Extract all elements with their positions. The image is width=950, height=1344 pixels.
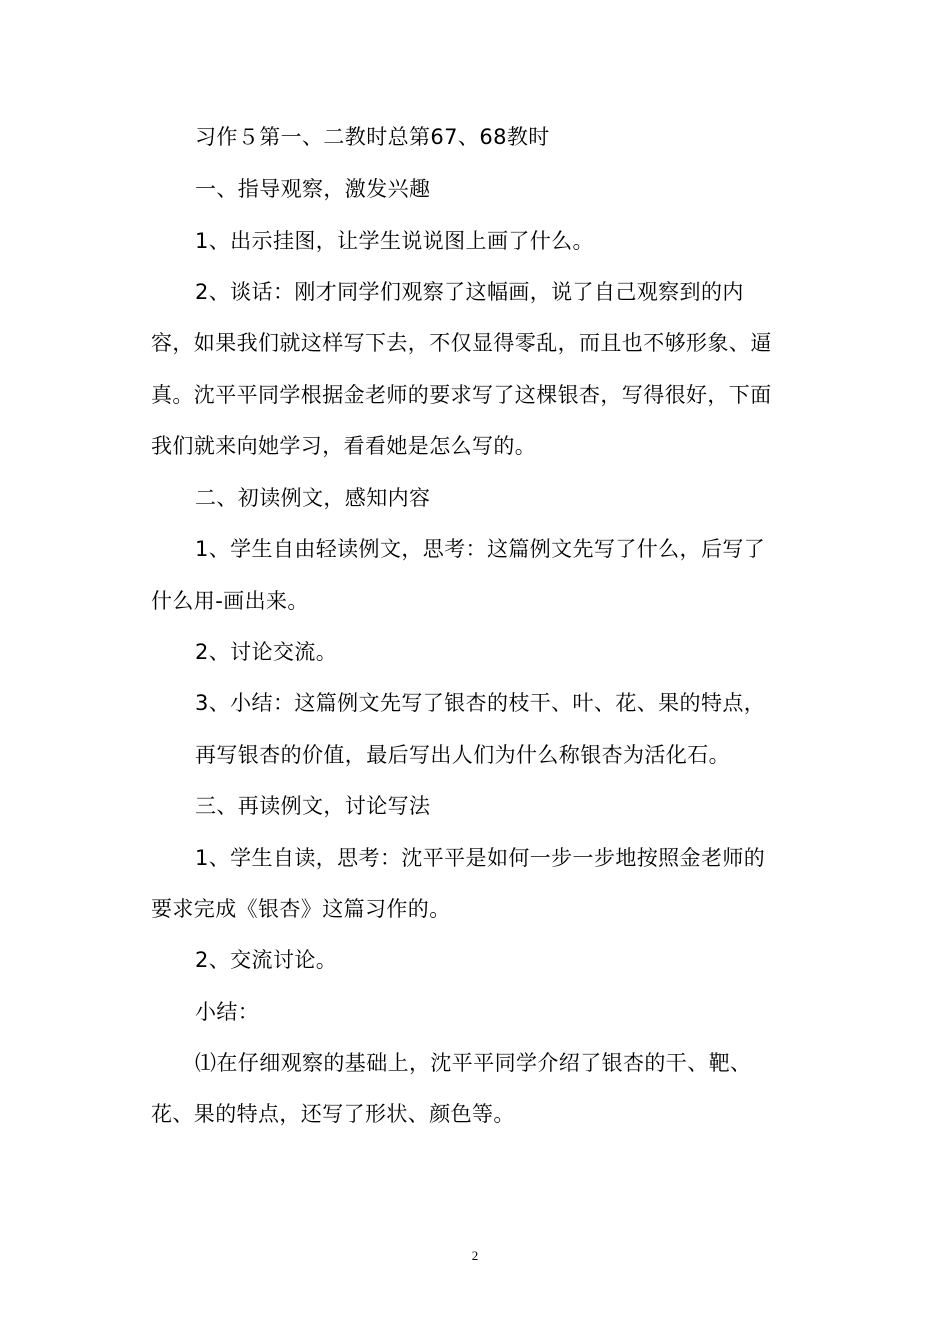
section-heading-1: 一、指导观察，激发兴趣	[195, 177, 431, 201]
paragraph-line: 2、讨论交流。	[195, 640, 338, 664]
lesson-heading: 习作５第一、二教时总第67、68教时	[195, 125, 550, 149]
paragraph-line: ⑴在仔细观察的基础上，沈平平同学介绍了银杏的干、靶、	[195, 1051, 752, 1075]
paragraph-line: 再写银杏的价值，最后写出人们为什么称银杏为活化石。	[195, 743, 730, 767]
section-heading-2: 二、初读例文，感知内容	[195, 486, 431, 510]
paragraph-line: 1、学生自由轻读例文，思考：这篇例文先写了什么，后写了	[195, 537, 766, 561]
summary-label: 小结：	[195, 1000, 260, 1024]
paragraph-line: 容，如果我们就这样写下去，不仅显得零乱，而且也不够形象、逼	[151, 331, 772, 355]
paragraph-line: 2、谈话：刚才同学们观察了这幅画，说了自己观察到的内	[195, 280, 744, 304]
paragraph-line: 什么用-画出来。	[151, 589, 309, 613]
paragraph-line: 1、学生自读，思考：沈平平是如何一步一步地按照金老师的	[195, 846, 766, 870]
paragraph-line: 3、小结：这篇例文先写了银杏的枝干、叶、花、果的特点，	[195, 691, 766, 715]
paragraph-line: 花、果的特点，还写了形状、颜色等。	[151, 1102, 515, 1126]
section-heading-3: 三、再读例文，讨论写法	[195, 794, 431, 818]
paragraph-line: 真。沈平平同学根据金老师的要求写了这棵银杏，写得很好，下面	[151, 383, 772, 407]
paragraph-line: 我们就来向她学习，看看她是怎么写的。	[151, 434, 537, 458]
page-number: 2	[471, 1248, 479, 1263]
paragraph-line: 要求完成《银杏》这篇习作的。	[151, 897, 451, 921]
paragraph-line: 1、出示挂图，让学生说说图上画了什么。	[195, 229, 594, 253]
paragraph-line: 2、交流讨论。	[195, 948, 338, 972]
